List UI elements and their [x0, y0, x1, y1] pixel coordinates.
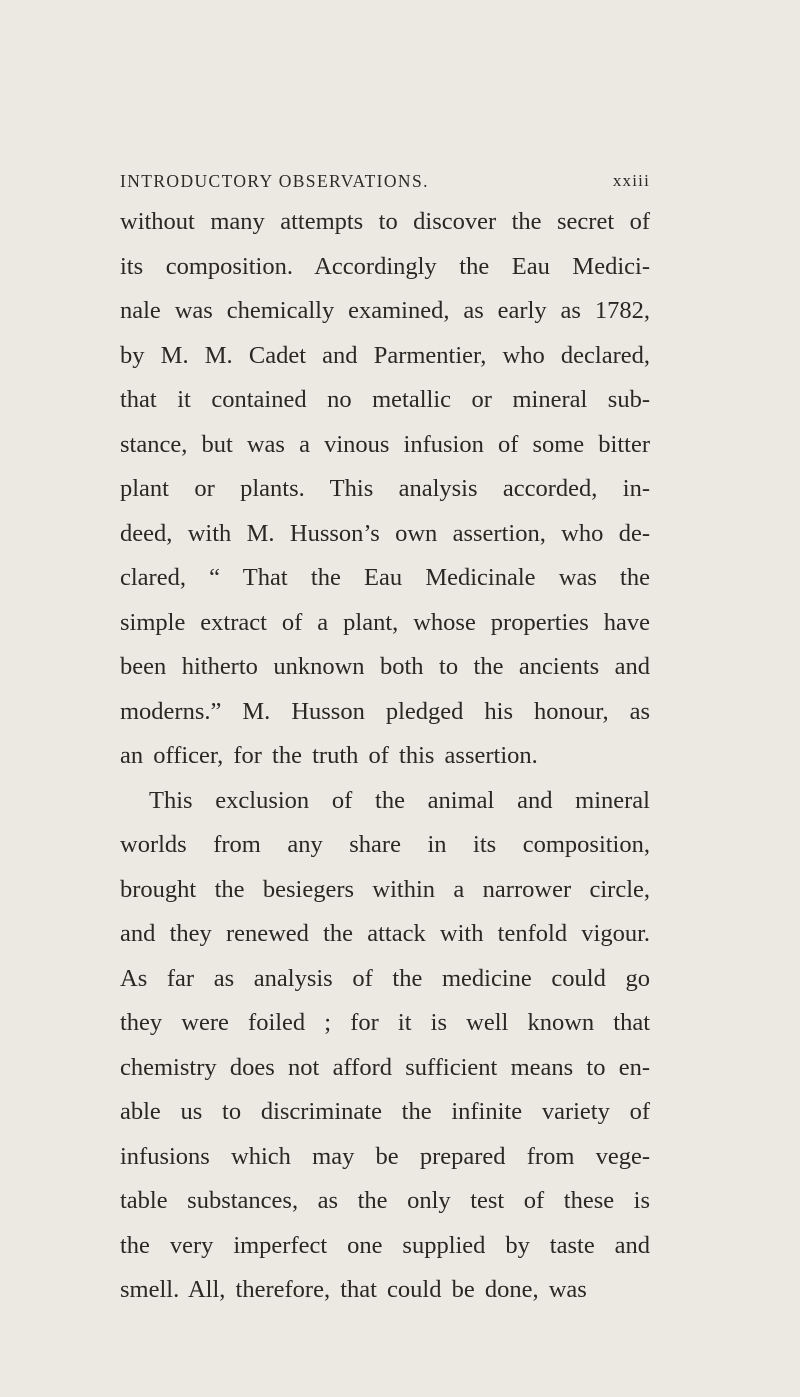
- text-line: simple extract of a plant, whose properties have: [120, 608, 650, 636]
- body-text: [120, 200, 650, 1313]
- text-line: able us to discriminate the infinite variety of: [120, 1098, 650, 1125]
- running-title: INTRODUCTORY OBSERVATIONS.: [120, 171, 429, 191]
- text-line: stance, but was a vinous infusion of some bitter: [120, 430, 650, 458]
- text-line: that it contained no metallic or mineral sub-: [120, 386, 650, 413]
- text-line: smell. All, therefore, that could be done, was: [120, 1276, 587, 1303]
- text-line: without many attempts to discover the secret of: [120, 208, 650, 235]
- text-line: table substances, as the only test of these is: [120, 1187, 650, 1214]
- text-line: nale was chemically examined, as early as 1782,: [120, 297, 650, 324]
- text-line: its composition. Accordingly the Eau Medici-: [120, 252, 650, 280]
- text-line: the very imperfect one supplied by taste and: [120, 1231, 650, 1259]
- text-line: moderns.” M. Husson pledged his honour, as: [120, 697, 650, 725]
- text-line: chemistry does not afford sufficient means to en-: [120, 1053, 650, 1081]
- text-line: they were foiled ; for it is well known that: [120, 1009, 650, 1036]
- text-line: an officer, for the truth of this assertion.: [120, 742, 538, 769]
- text-line: clared, “ That the Eau Medicinale was the: [120, 564, 650, 591]
- running-head: [120, 166, 650, 196]
- text-line-paragraph-start: This exclusion of the animal and mineral: [149, 786, 650, 814]
- text-line: by M. M. Cadet and Parmentier, who declared,: [120, 341, 650, 369]
- text-line: been hitherto unknown both to the ancients and: [120, 653, 650, 680]
- text-line: deed, with M. Husson’s own assertion, who de-: [120, 519, 650, 547]
- text-line: worlds from any share in its composition,: [120, 831, 650, 858]
- text-line: brought the besiegers within a narrower circle,: [120, 875, 650, 903]
- text-line: plant or plants. This analysis accorded, in-: [120, 475, 650, 502]
- text-line: As far as analysis of the medicine could go: [120, 964, 650, 992]
- text-line: and they renewed the attack with tenfold vigour.: [120, 920, 650, 947]
- text-line: infusions which may be prepared from vege-: [120, 1142, 650, 1170]
- page-number: xxiii: [612, 171, 650, 190]
